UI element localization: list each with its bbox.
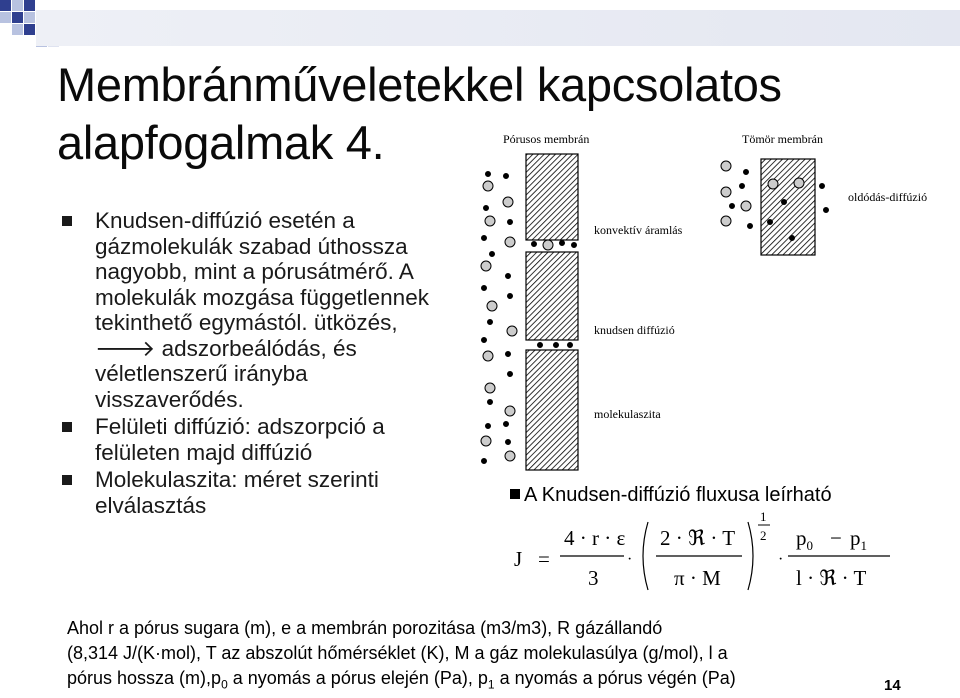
convective-flow-label: konvektív áramlás [594,223,683,237]
bullet-surface-diffusion [62,414,462,465]
right-arrow-icon: 🡒 [95,335,162,361]
explanation-line-1: Ahol r a pórus sugara (m), e a membrán porozitása (m3/m3), R gázállandó [67,618,663,638]
formula-minus: − [830,526,842,550]
bullet-knudsen-text: Knudsen-diffúzió esetén a gázmolekulák szabad úthossza nagyobb, mint a pórusátmérő. A molekulák mozgása függetlennek tekinthető egymástól. ütközés, [95,208,429,335]
formula-left-paren [643,522,648,590]
formula-j: J [514,547,523,571]
formula-exp-num: 1 [760,509,767,524]
dense-membrane-label: Tömör membrán [742,132,823,146]
knudsen-flux-text: A Knudsen-diffúzió fluxusa leírható [524,484,832,506]
formula-den2: π · M [674,566,721,590]
knudsen-diffusion-label: knudsen diffúzió [594,323,675,337]
slide-title: Membránműveletekkel kapcsolatos alapfogalmak 4. [57,58,782,169]
formula-p1: $p_1$ [850,526,867,553]
dense-membrane-block [761,159,815,255]
bullet-marker-icon [510,489,520,499]
bullet-surface-text: Felületi diffúzió: adszorpció a felületen majd diffúzió [95,414,385,465]
formula-num1: 4 · r · ε [564,526,626,550]
bullet-knudsen-arrow-text: adszorbeálódás, és véletlenszerű irányba visszaverődés. [95,335,357,412]
bullet-marker-icon [62,216,72,226]
knudsen-flux-formula [500,504,900,596]
page-number: 14 [884,677,901,694]
porous-block-2 [526,252,578,340]
bullet-list [62,208,462,520]
formula-equals: = [538,547,550,571]
bullet-marker-icon [62,475,72,485]
formula-num2: 2 · ℜ · T [660,526,736,550]
porous-block-3 [526,350,578,470]
bullet-knudsen [62,208,462,412]
bullet-knudsen-arrow-line [95,336,462,413]
formula-dot-1: · [627,551,633,568]
formula-exp-den: 2 [760,528,767,543]
formula-dot-2: · [778,551,784,568]
molecules-left [481,172,517,464]
explanation-line-3: pórus hossza $(m),p_0$ a nyomás a pórus elején (Pa), $p_1$ a nyomás a pórus végén (Pa) [67,668,736,692]
bullet-molecular-sieve [62,467,462,518]
formula-p0: $p_0$ [796,526,813,553]
porous-membrane-label: Pórusos membrán [503,132,590,146]
formula-right-paren [748,522,753,590]
molecular-sieve-label: molekulaszita [594,407,661,421]
explanation-line-2: (8,314 J/(K·mol), T az abszolút hőmérséklet (K), M a gáz molekulasúlya (g/mol), l a [67,643,728,663]
membrane-figure [470,126,950,476]
bullet-sieve-text: Molekulaszita: méret szerinti elválasztás [95,467,379,518]
variable-explanation [67,616,897,698]
bullet-marker-icon [62,422,72,432]
header-bar [36,10,960,46]
dissolution-diffusion-label: oldódás-diffúzió [848,190,928,204]
formula-den1: 3 [588,566,599,590]
formula-den3: l · ℜ · T [796,566,867,590]
porous-block-1 [526,154,578,240]
